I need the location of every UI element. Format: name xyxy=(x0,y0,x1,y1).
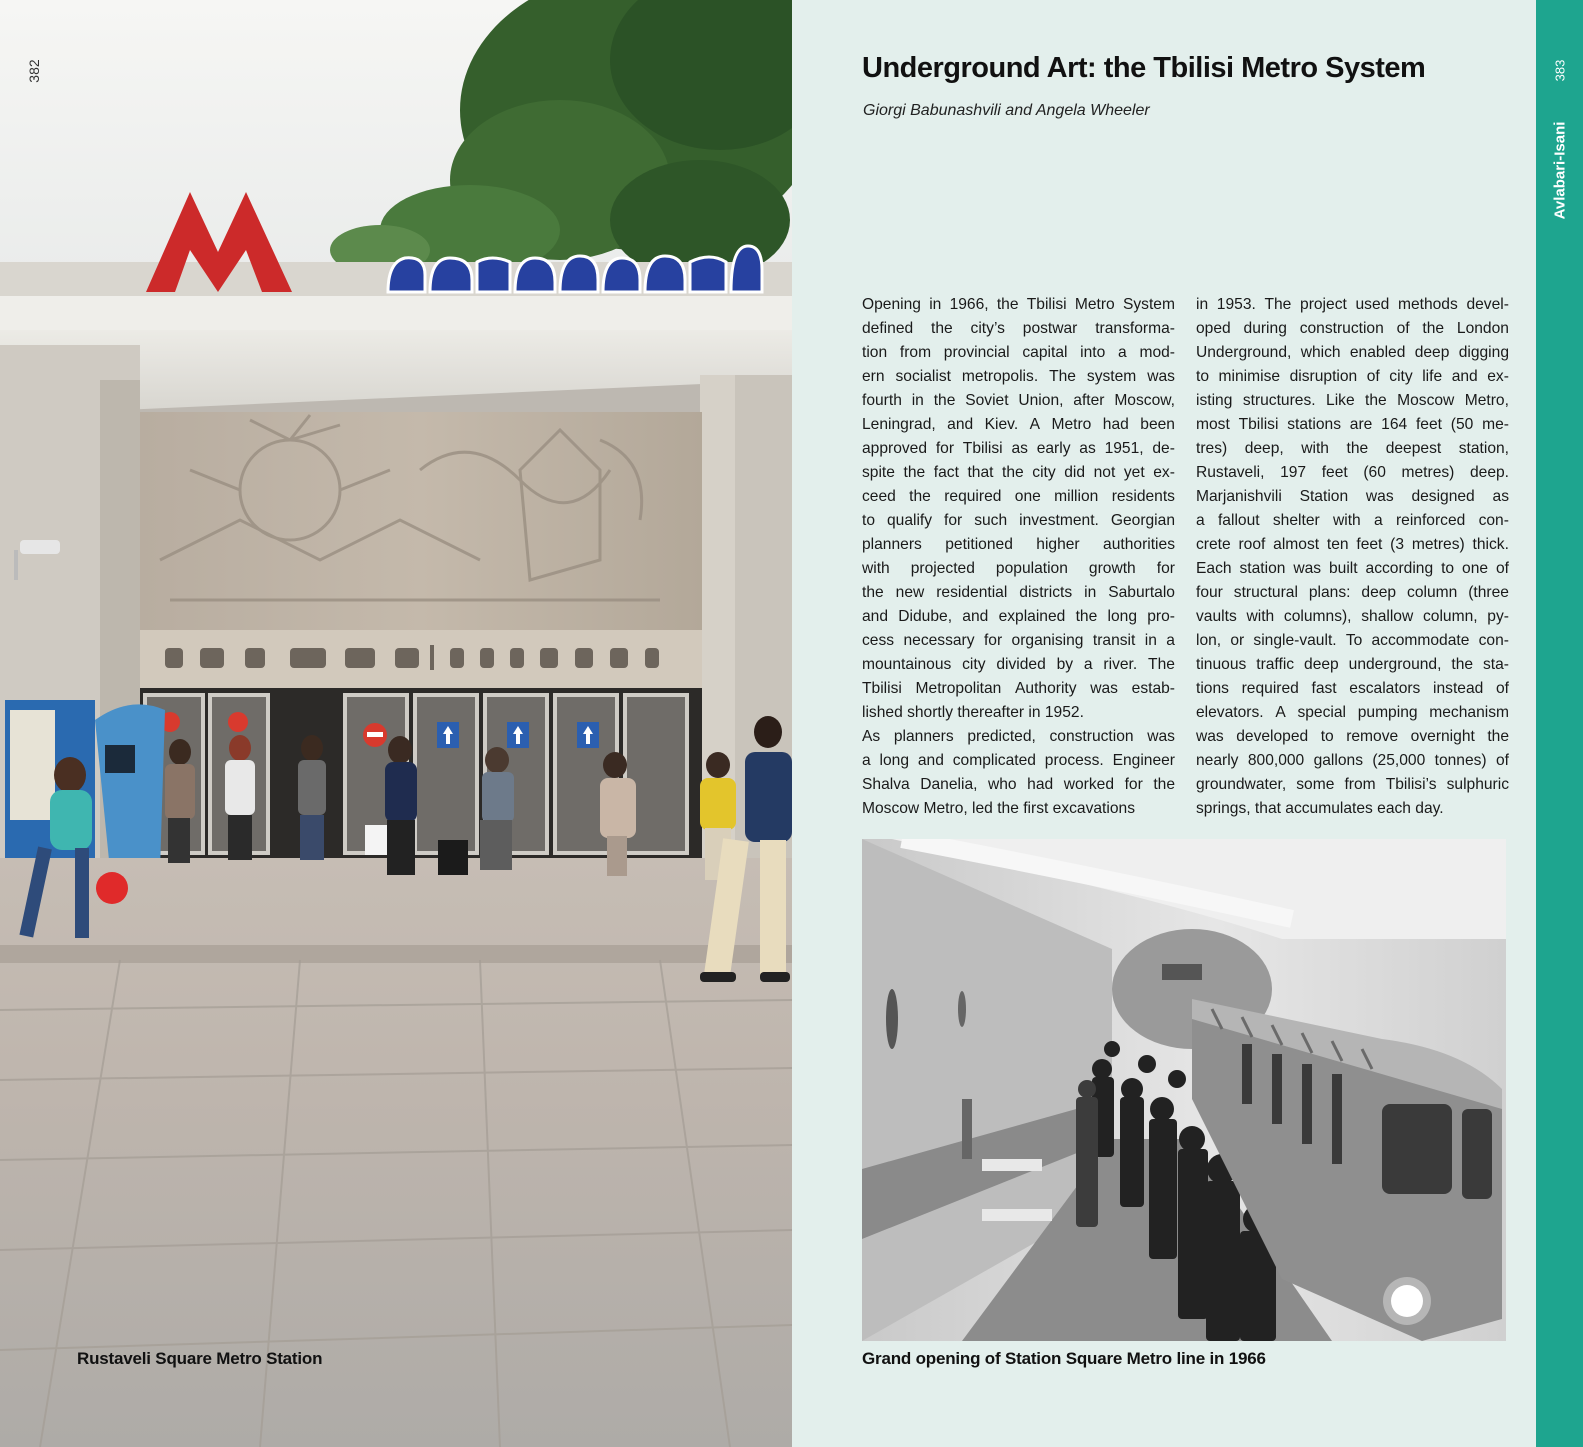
body-text-line: tinuous traffic deep underground, the sta- xyxy=(1196,656,1509,673)
body-text-line: vaults with columns), shallow column, py- xyxy=(1196,608,1509,625)
right-page xyxy=(792,0,1583,1447)
body-text-line: four structural plans: deep column (three xyxy=(1196,584,1509,601)
body-text-line: tions required fast escalators instead of xyxy=(1196,680,1509,697)
body-text-line: groundwater, some from Tbilisi’s sulphuric xyxy=(1196,776,1509,793)
body-column-1 xyxy=(862,293,1175,821)
section-tab-label: Avlabari-Isani xyxy=(1551,121,1569,219)
body-text-line: oped during construction of the London xyxy=(1196,320,1509,337)
body-text-line: in 1953. The project used methods devel- xyxy=(1196,296,1509,313)
body-text-line: fourth in the Soviet Union, after Moscow, xyxy=(862,392,1175,409)
body-text-line: mountainous city divided by a river. The xyxy=(862,656,1175,673)
body-text-line: most Tbilisi stations are 164 feet (50 me- xyxy=(1196,416,1509,433)
body-text-line: tion from provincial capital into a mod- xyxy=(862,344,1175,361)
body-text-line: a fallout shelter with a reinforced con- xyxy=(1196,512,1509,529)
body-text-line: with projected population growth for xyxy=(862,560,1175,577)
body-text-line: a long and complicated process. Engineer xyxy=(862,752,1175,769)
body-text-line: to qualify for such investment. Georgian xyxy=(862,512,1175,529)
body-text-line: Moscow Metro, led the first excavations xyxy=(862,800,1135,817)
body-text-line: nearly 800,000 gallons (25,000 tonnes) of xyxy=(1196,752,1509,769)
body-text-line: cess necessary for organising transit in a xyxy=(862,632,1175,649)
metro-opening-photo xyxy=(862,839,1506,1341)
body-text-line: spite the fact that the city did not yet ex- xyxy=(862,464,1175,481)
body-text-line: was developed to remove overnight the xyxy=(1196,728,1509,745)
body-text-line: Underground, which enabled deep digging xyxy=(1196,344,1509,361)
body-text-line: Leningrad, and Kiev. A Metro had been xyxy=(862,416,1175,433)
body-text-line: Shalva Danelia, who had worked for the xyxy=(862,776,1175,793)
body-text-line: lon, or single-vault. To accommodate con- xyxy=(1196,632,1509,649)
body-text-line: ceed the required one million residents xyxy=(862,488,1175,505)
body-text-line: Tbilisi Metropolitan Authority was estab- xyxy=(862,680,1175,697)
body-text-line: Each station was built according to one of xyxy=(1196,560,1509,577)
body-text-line: Marjanishvili Station was designed as xyxy=(1196,488,1509,505)
article-title: Underground Art: the Tbilisi Metro System xyxy=(862,52,1426,84)
section-tab xyxy=(1536,0,1583,1447)
body-text-line: lished shortly thereafter in 1952. xyxy=(862,704,1084,721)
body-text-line: elevators. A special pumping mechanism xyxy=(1196,704,1509,721)
body-text-line: isting structures. Like the Moscow Metro, xyxy=(1196,392,1509,409)
photo-caption-right: Grand opening of Station Square Metro line in 1966 xyxy=(862,1349,1266,1368)
article-authors: Giorgi Babunashvili and Angela Wheeler xyxy=(863,102,1150,119)
body-text-line: springs, that accumulates each day. xyxy=(1196,800,1444,817)
body-text-line: and Didube, and explained the long pro- xyxy=(862,608,1175,625)
body-text-line: to minimise disruption of city life and ex- xyxy=(1196,368,1509,385)
body-text-line: Rustaveli, 197 feet (60 metres) deep. xyxy=(1196,464,1509,481)
body-text-line: the new residential districts in Saburtalo xyxy=(862,584,1175,601)
body-text-line: tres) deep, with the deepest station, xyxy=(1196,440,1509,457)
body-text-line: planners petitioned higher authorities xyxy=(862,536,1175,553)
body-text-line: defined the city’s postwar transforma- xyxy=(862,320,1175,337)
body-text-line: approved for Tbilisi as early as 1951, de- xyxy=(862,440,1175,457)
body-text-line: ern socialist metropolis. The system was xyxy=(862,368,1175,385)
body-column-2 xyxy=(1196,293,1509,821)
page-number-left: 382 xyxy=(26,59,42,83)
body-text-line: Opening in 1966, the Tbilisi Metro System xyxy=(862,296,1175,313)
body-text-line: crete roof almost ten feet (3 metres) thick. xyxy=(1196,536,1509,553)
photo-caption-left: Rustaveli Square Metro Station xyxy=(77,1349,323,1368)
page-number-right: 383 xyxy=(1551,59,1567,81)
body-text-line: As planners predicted, construction was xyxy=(862,728,1175,745)
